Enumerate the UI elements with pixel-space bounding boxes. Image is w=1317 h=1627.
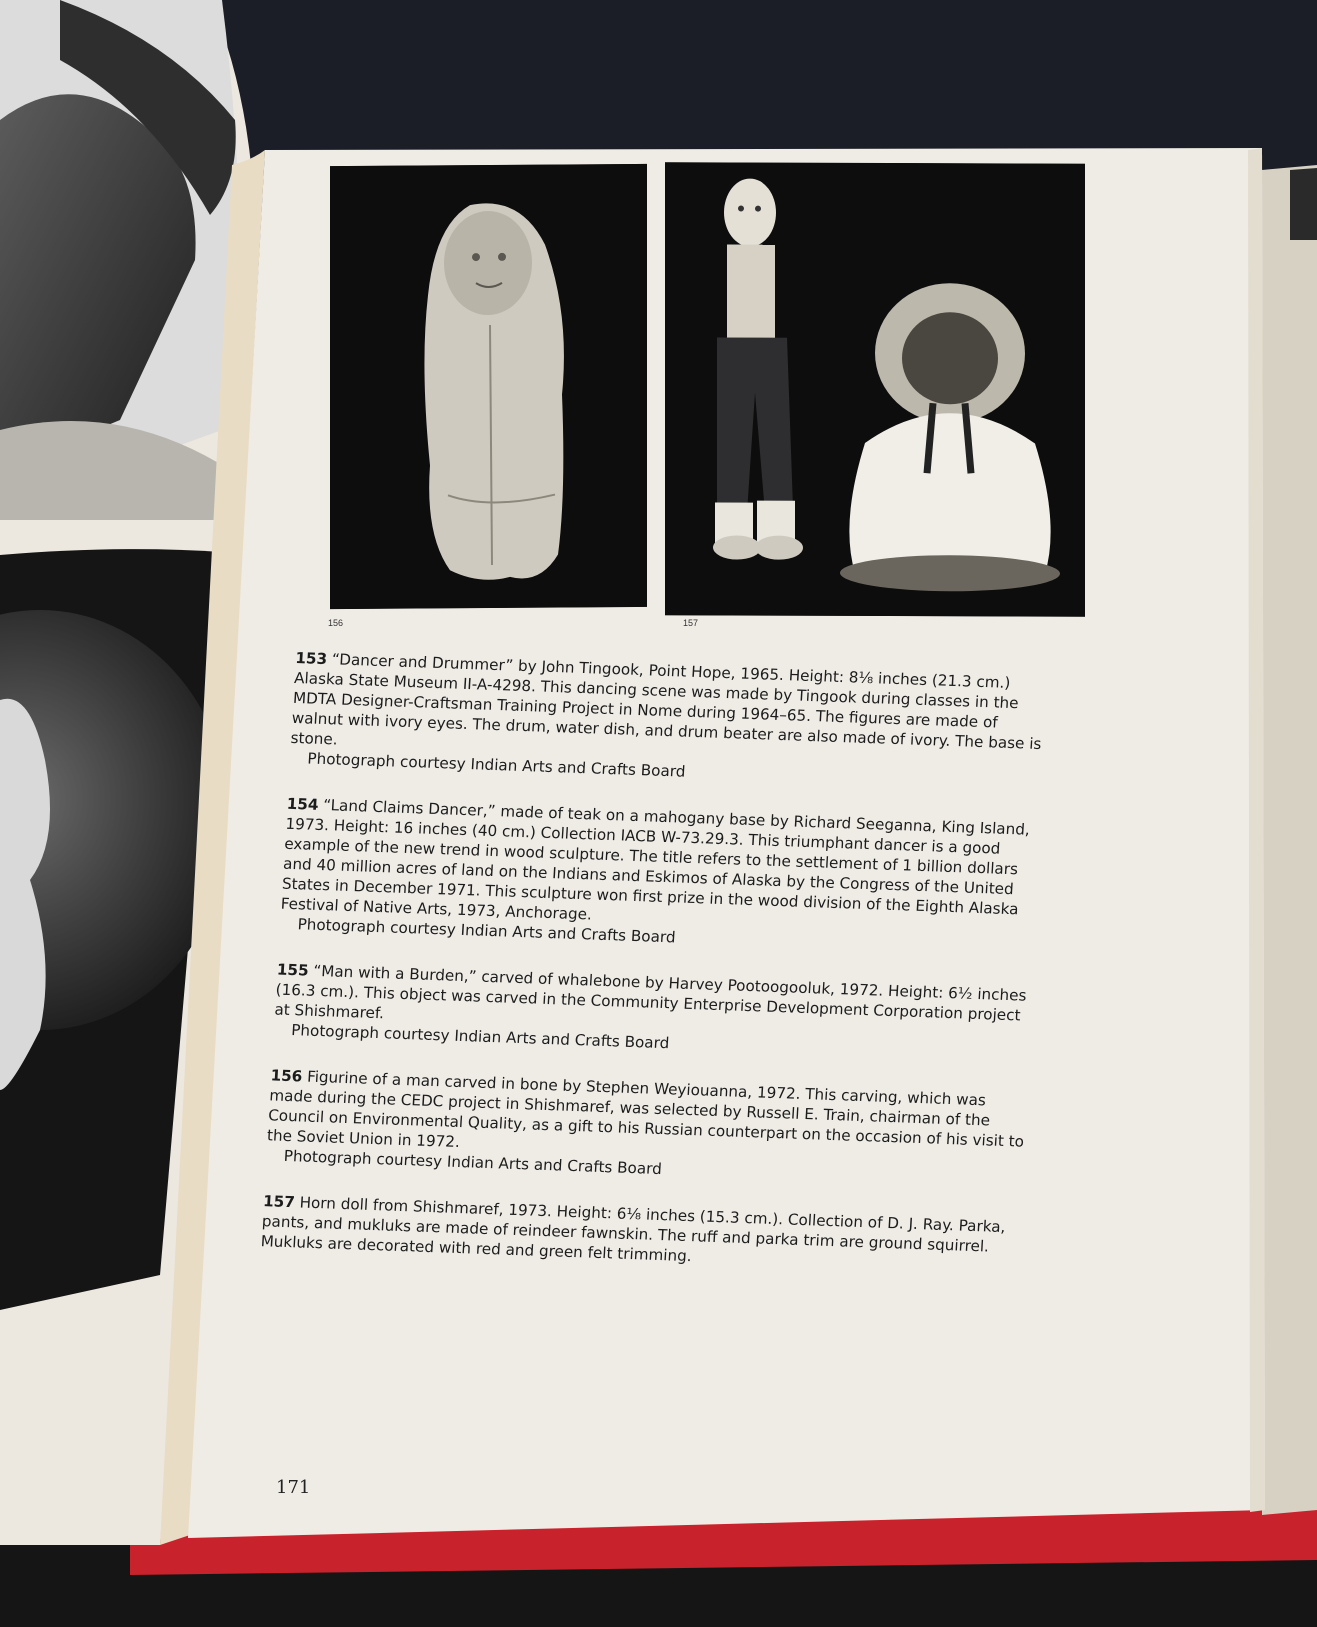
caption-text: Horn doll from Shishmaref, 1973. Height: 6¹⁄₈ inches (15.3 cm.). Collection of D. J. Ray. Parka, pants, and mukluks are made of reindeer fawnskin. The ruff and parka trim are ground squirrel. Mukluks are decorated with red and green felt trimming. xyxy=(260,1193,1006,1266)
caption-154 xyxy=(279,794,1047,960)
caption-number: 154 xyxy=(286,794,319,814)
bone-figurine-image xyxy=(330,164,647,609)
photo-credit: Photograph courtesy Indian Arts and Crafts Board xyxy=(306,749,686,781)
cover-right-dark xyxy=(1290,168,1317,240)
book-cover-right xyxy=(1262,165,1317,1515)
horn-doll-image xyxy=(665,162,1085,616)
caption-text: “Man with a Burden,” carved of whalebone by Harvey Pootoogooluk, 1972. Height: 6¹⁄₂ inches (16.3 cm.). This object was carved in the Community Enterprise Development Corporation project at Shishmaref. xyxy=(273,961,1027,1025)
figure-label-157: 157 xyxy=(683,618,699,628)
caption-number: 155 xyxy=(276,960,310,980)
photo-credit: Photograph courtesy Indian Arts and Crafts Board xyxy=(290,1021,670,1053)
caption-153 xyxy=(289,648,1056,794)
photo-credit: Photograph courtesy Indian Arts and Crafts Board xyxy=(297,915,677,947)
photo-horn-doll xyxy=(665,162,1085,616)
caption-157 xyxy=(260,1191,1023,1277)
caption-155 xyxy=(273,960,1037,1066)
caption-number: 153 xyxy=(294,648,328,669)
photo-bone-figurine xyxy=(330,164,647,609)
figure-label-156: 156 xyxy=(328,618,344,628)
photo-credit: Photograph courtesy Indian Arts and Crafts Board xyxy=(283,1146,663,1179)
caption-block xyxy=(259,648,1056,1304)
caption-156 xyxy=(265,1065,1030,1191)
caption-text: Figurine of a man carved in bone by Stephen Weyiouanna, 1972. This carving, which was made during the CEDC project in Shishmaref, was selected by Russell E. Train, chairman of the Council on Environmental Quality, as a gift to his Russian counterpart on the occasion of his visit to the Soviet Union in 1972. xyxy=(266,1067,1025,1152)
caption-number: 157 xyxy=(262,1192,296,1212)
caption-text: “Land Claims Dancer,” made of teak on a mahogany base by Richard Seeganna, King Island, 1973. Height: 16 inches (40 cm.) Collection IACB W-73.29.3. This triumphant dancer is a good example of the new trend in wood sculpture. The title refers to the settlement of 1 billion dollars and 40 million acres of land on the Indians and Eskimos of Alaska by the Congress of the United States in December 1971. This sculpture won first prize in the wood division of the Eighth Alaska Festival of Native Arts, 1973, Anchorage. xyxy=(280,796,1031,924)
page-number: 171 xyxy=(276,1477,311,1498)
caption-text: “Dancer and Drummer” by John Tingook, Point Hope, 1965. Height: 8¹⁄₈ inches (21.3 cm.) Alaska State Museum II-A-4298. This dancing scene was made by Tingook during classes in the MDTA Designer-Craftsman Training Project in Nome during 1964–65. The figures are made of walnut with ivory eyes. The drum, water dish, and drum beater are also made of ivory. The base is stone. xyxy=(290,650,1042,754)
caption-number: 156 xyxy=(270,1066,303,1086)
